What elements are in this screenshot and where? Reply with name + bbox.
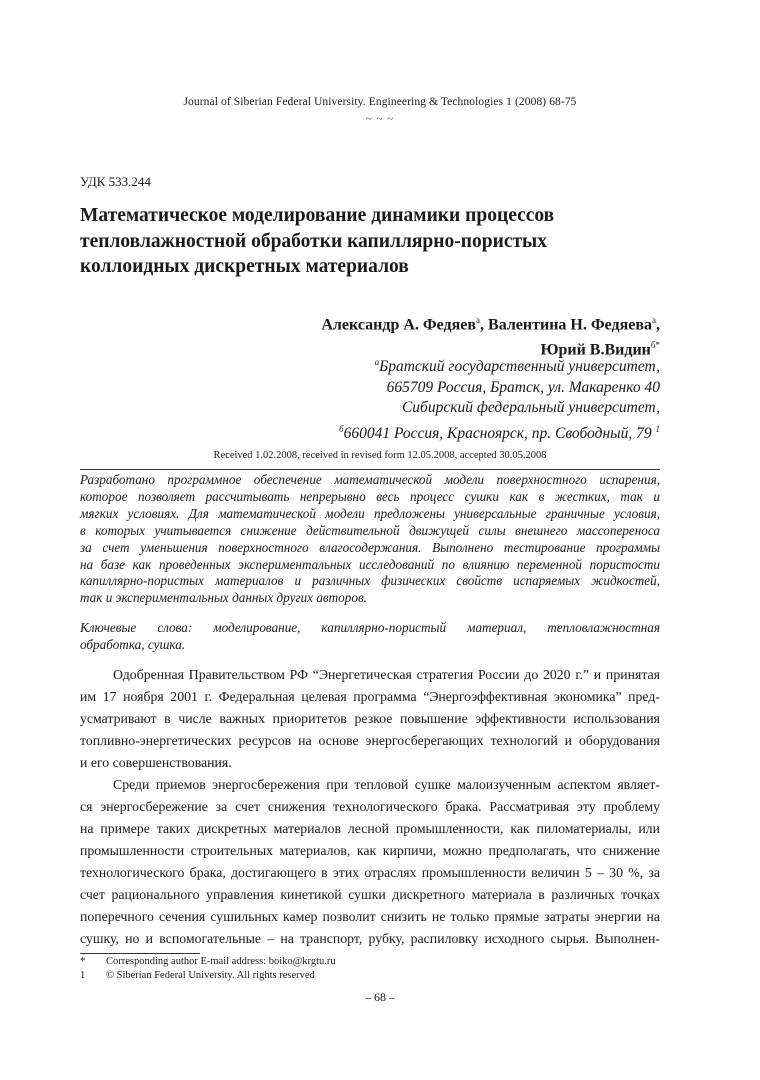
body-paragraph-2 bbox=[80, 774, 660, 950]
footnote-mark: 1 bbox=[655, 423, 660, 434]
body-line: топливно-энергетических ресурсов на основе энергосберегающих технологий и оборудования bbox=[80, 733, 660, 748]
footnote-mark: 1 bbox=[80, 970, 86, 981]
abstract-line: так и экспериментальных данных других авторов. bbox=[80, 590, 367, 606]
journal-header: Journal of Siberian Federal University. Engineering & Technologies 1 (2008) 68-75 bbox=[183, 96, 577, 108]
body-line: сушку, но и вспомогательные – на транспорт, рубку, распиловку исходного сырья. Выполнен- bbox=[80, 931, 660, 946]
footnote-text: © Siberian Federal University. All rights reserved bbox=[106, 970, 315, 981]
body-line: ся энергосбережение за счет снижения технологического брака. Рассматривая эту проблему bbox=[80, 799, 660, 814]
abstract-line: в которых учитывается снижение действительной движущей силы внешнего массопереноса bbox=[80, 522, 660, 538]
abstract-line: которое позволяет рассчитывать непрерывно весь процесс сушки как в жестких, так и bbox=[80, 488, 660, 504]
body-line: Одобренная Правительством РФ “Энергетическая стратегия России до 2020 г.” и принятая bbox=[113, 667, 660, 682]
abstract bbox=[80, 472, 660, 607]
body-paragraph-1 bbox=[80, 664, 660, 774]
affiliation-line: 665709 Россия, Братск, ул. Макаренко 40 bbox=[386, 378, 660, 396]
abstract-line: за счет уменьшения поверхностного влагосодержания. Выполнено тестирование программы bbox=[80, 539, 660, 555]
title-line: коллоидных дискретных материалов bbox=[80, 256, 409, 277]
affiliation-mark: а bbox=[476, 315, 481, 325]
affiliation-line: 660041 Россия, Красноярск, пр. Свободный, 79 bbox=[343, 424, 652, 442]
keywords-line: обработка, сушка. bbox=[80, 637, 186, 652]
author-name: Александр А. Федяев bbox=[321, 316, 477, 334]
affiliation-line: Братский государственный университет, bbox=[379, 358, 660, 376]
body-line: технологического брака, достигающего в этих отраслях промышленности величин 5 – 30 %, за bbox=[80, 865, 660, 880]
article-title bbox=[80, 203, 600, 280]
keywords-line: Ключевые слова: моделирование, капиллярно-пористый материал, тепловлажностная bbox=[80, 620, 660, 635]
footnote bbox=[80, 969, 336, 983]
affiliation-line: Сибирский федеральный университет, bbox=[401, 399, 660, 417]
footnotes bbox=[80, 955, 336, 983]
author-name: Юрий В.Видин bbox=[540, 341, 651, 359]
received-dates: Received 1.02.2008, received in revised form 12.05.2008, accepted 30.05.2008 bbox=[213, 450, 547, 461]
body-line: им 17 ноября 2001 г. Федеральная целевая программа “Энергоэффективная экономика” пред- bbox=[80, 689, 660, 704]
header-ornament: ~ ~ ~ bbox=[365, 113, 395, 125]
title-line: тепловлажностной обработки капиллярно-пористых bbox=[80, 230, 548, 252]
abstract-line: на базе как проведенных экспериментальных исследований по влиянию переменной пористости bbox=[80, 556, 660, 572]
body-line: на примере таких дискретных материалов лесной промышленности, как пиломатериалы, или bbox=[80, 821, 660, 836]
abstract-line: Разработано программное обеспечение математической модели поверхностного испарения, bbox=[80, 472, 660, 487]
footnote-mark: * bbox=[80, 956, 86, 967]
body-line: и его совершенствования. bbox=[80, 755, 232, 770]
footnote bbox=[80, 955, 336, 969]
affiliation-mark: б bbox=[339, 423, 344, 434]
body-line: усматривают в числе важных приоритетов резкое повышение эффективности использования bbox=[80, 711, 660, 726]
body-line: поперечного сечения сушильных камер позволит снизить не только прямые затраты энергии на bbox=[80, 909, 660, 924]
udk-code: УДК 533.244 bbox=[80, 174, 151, 189]
abstract-line: капиллярно-пористых материалов и различных физических свойств испаряемых жидкостей, bbox=[80, 573, 660, 589]
page-number: – 68 – bbox=[365, 990, 395, 1004]
body-line: счет рационального управления кинетикой сушки дискретного материала в различных точках bbox=[80, 887, 660, 902]
affiliations bbox=[339, 352, 660, 444]
footnote-divider bbox=[80, 953, 200, 954]
affiliation-mark: а bbox=[652, 315, 656, 325]
title-line: Математическое моделирование динамики процессов bbox=[80, 205, 555, 226]
abstract-line: мягких условиях. Для математической модели предложены универсальные граничные условия, bbox=[80, 505, 660, 521]
body-line: промышленности строительных материалов, как кирпичи, можно предполагать, что снижение bbox=[80, 843, 660, 858]
keywords bbox=[80, 619, 660, 653]
author-list: Александр А. Федяев$^а$, Валентина Н. Федяева$^а$, Юрий В.Видин$^{б*}$ bbox=[321, 315, 660, 359]
affiliation-mark: а bbox=[374, 357, 380, 367]
footnote-text: Corresponding author E-mail address: boiko@krgtu.ru bbox=[106, 956, 336, 967]
body-line: Среди приемов энергосбережения при тепловой сушке малоизученным аспектом являет- bbox=[113, 777, 660, 792]
abstract-divider bbox=[80, 469, 660, 470]
affiliation-mark: б* bbox=[650, 340, 660, 351]
author-name: , Валентина Н. Федяева bbox=[480, 316, 652, 334]
